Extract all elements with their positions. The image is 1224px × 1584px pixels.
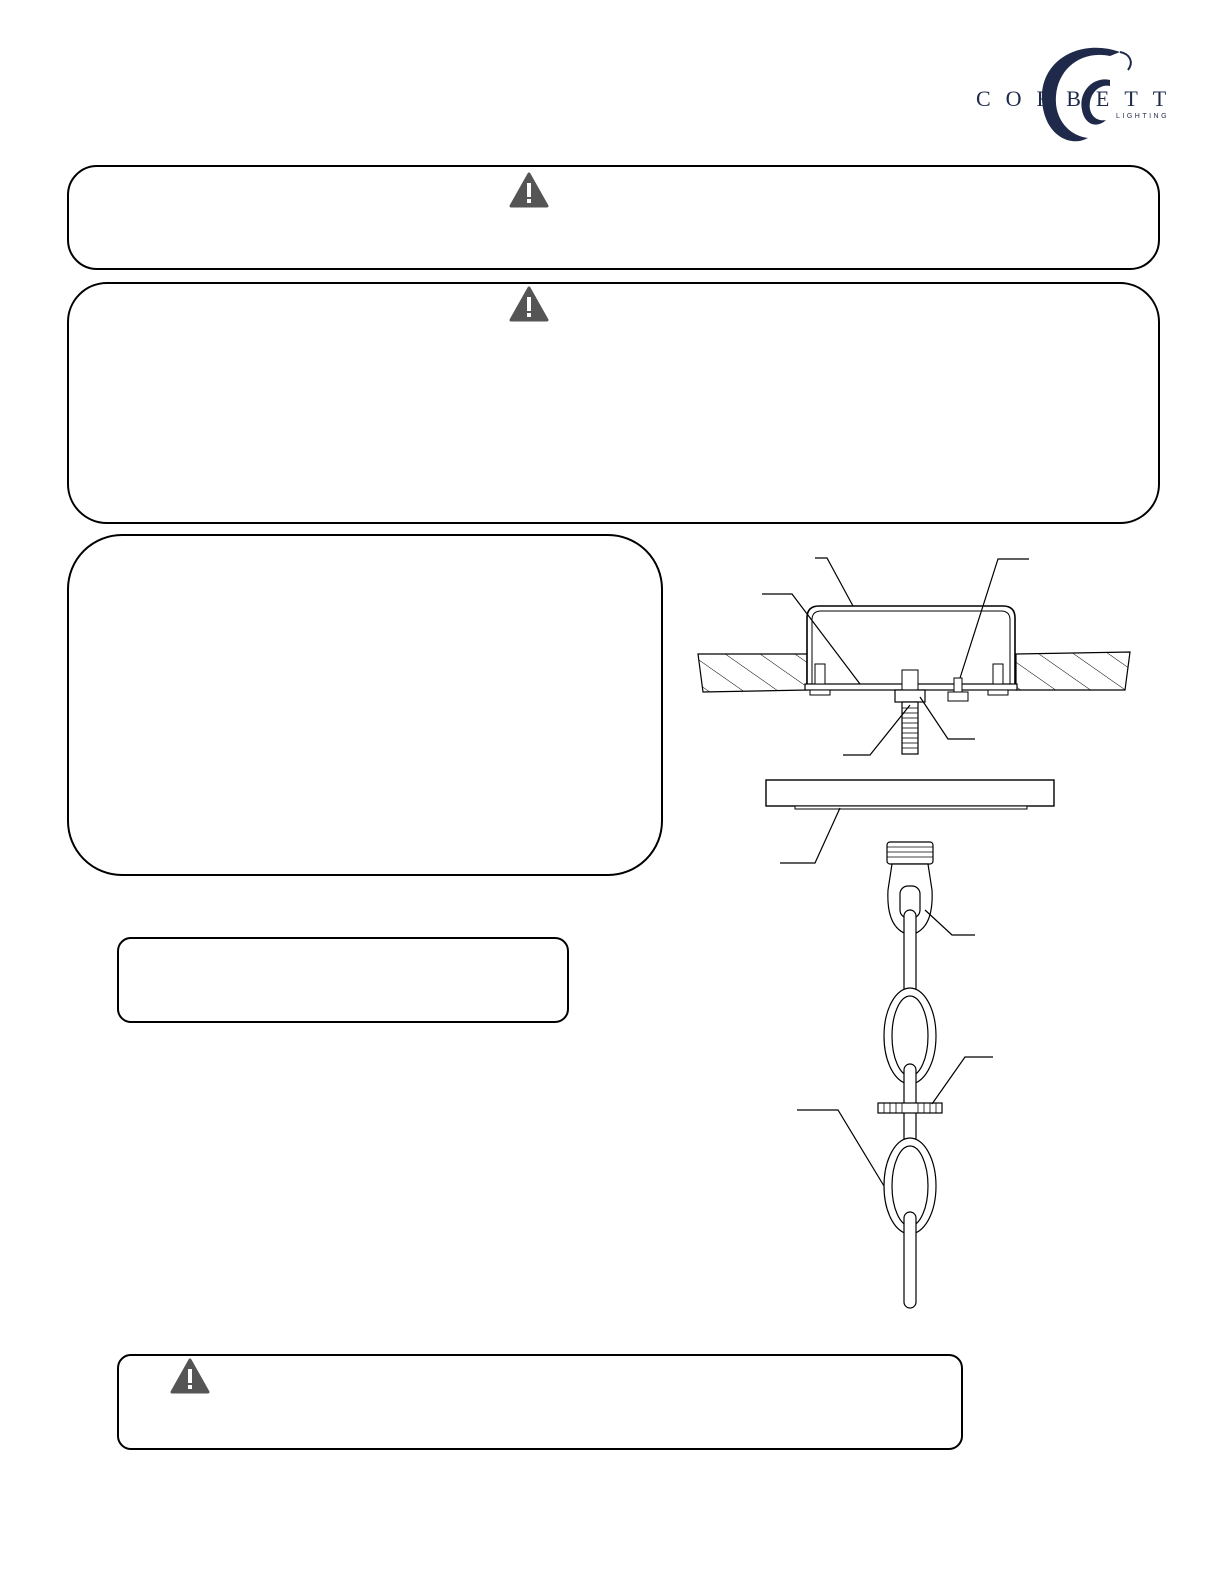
warning-triangle-icon — [170, 1358, 210, 1394]
note-box — [117, 937, 569, 1023]
warning-box-main — [67, 282, 1160, 524]
logo-brand-text: CORBETT — [976, 86, 1182, 111]
instructions-box — [67, 534, 663, 876]
ceiling-left — [698, 654, 807, 692]
warning-triangle-icon — [509, 172, 549, 208]
ceiling-right — [1016, 652, 1130, 690]
warning-triangle-icon — [509, 286, 549, 322]
canopy — [766, 780, 1054, 809]
warning-box-bottom — [117, 1354, 963, 1450]
logo-sub-text: LIGHTING — [1116, 113, 1170, 120]
coupling-nut — [878, 1103, 942, 1113]
corbett-lighting-logo — [970, 40, 1180, 150]
warning-box-top — [67, 165, 1160, 270]
installation-diagram — [690, 545, 1150, 1320]
